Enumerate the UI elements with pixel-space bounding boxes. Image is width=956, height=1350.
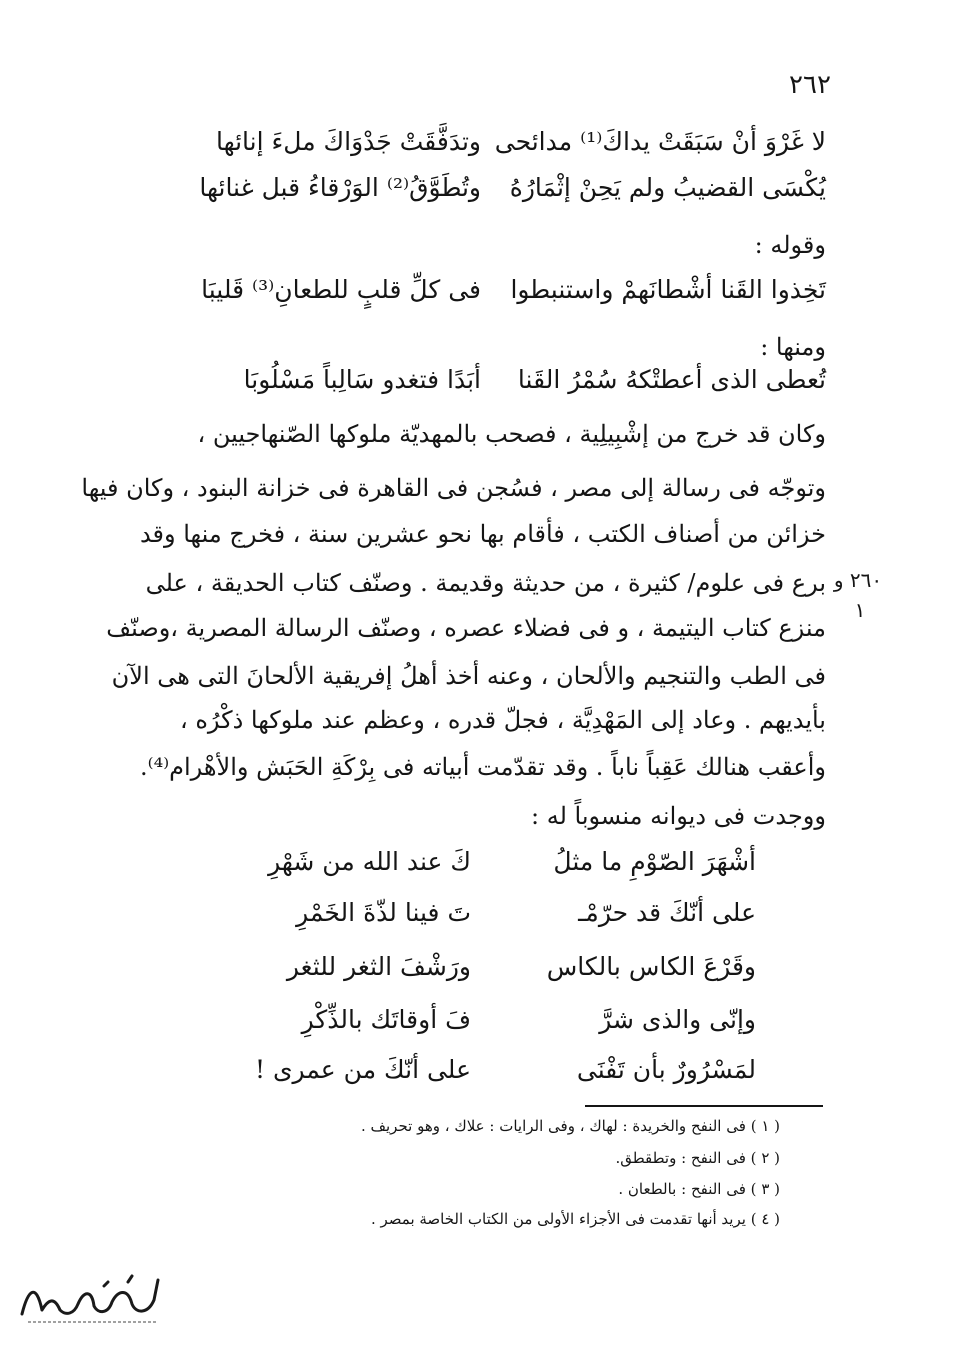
prose-line: خزائن من أصناف الكتب ، فأقام بها نحو عشرين سنة ، فخرج منها وقد: [139, 520, 826, 548]
footnote-3: ( ٣ ) فى النفح : بالطعان .: [618, 1180, 780, 1198]
prose-line: بأيديهم . وعاد إلى المَهْدِيَّة ، فجلّ قدره ، وعظم عند ملوكها ذكْرُه ،: [179, 706, 826, 734]
poem1-line2-first-hemistich: يُكْسَى القضيبُ ولم يَحِنْ إثْمَارُهُ: [509, 173, 826, 202]
prose-line: ووجدت فى ديوانه منسوباً له :: [531, 802, 826, 830]
margin-folio-number: ١: [854, 598, 866, 622]
prose-line: وأعقب هنالك عَقِباً ناباً . وقد تقدّمت أبياته فى بِرْكَةِ الحَبَش والأهْرام⁽⁴⁾.: [140, 753, 826, 781]
calligraphy-logo: [8, 1270, 188, 1330]
poem4-line3-first-hemistich: وقَرْعَ الكاس بالكاس: [546, 952, 756, 981]
poem2-second-hemistich: فى كلِّ قلبٍ للطعانِ⁽³⁾ قَليبَا: [201, 275, 481, 304]
footnote-divider: [585, 1105, 823, 1107]
prose-line: وكان قد خرج من إشْبِيلِية ، فصحب بالمهديّة ملوكها الصّنهاجيين ،: [197, 420, 826, 448]
poem4-line4-second-hemistich: فَ أوقاتَك بالذِّكْرِ: [301, 1005, 471, 1034]
footnote-4: ( ٤ ) يريد أنها تقدمت فى الأجزاء الأولى من الكتاب الخاصة بمصر .: [370, 1210, 780, 1228]
poem4-line2-second-hemistich: تَ فينا لذّةَ الخَمْرِ: [296, 898, 471, 927]
poem1-line1-first-hemistich: لا غَرْوَ أنْ سَبَقَتْ يداكَ⁽¹⁾ مدائحى: [494, 127, 826, 156]
poem1-line2-second-hemistich: وتُطَوَّقُ⁽²⁾ الوَرْقاءُ قبل غنائها: [199, 173, 481, 202]
poem4-line2-first-hemistich: على أنّكَ قد حرّمْـ: [578, 898, 756, 927]
poem4-line4-first-hemistich: وإنّى والذى شرَّ: [599, 1005, 756, 1034]
margin-folio-reference: ٢٦٠ و: [833, 568, 883, 592]
page-number: ٢٦٢: [789, 70, 831, 100]
poem4-line1-second-hemistich: كَ عند الله من شَهْرِ: [268, 847, 471, 876]
footnote-2: ( ٢ ) فى النفح : وتطقطق.: [615, 1149, 780, 1167]
prose-line: فى الطب والتنجيم والألحان ، وعنه أخذ أهلُ إفريقية الألحانَ التى هى الآن: [111, 662, 826, 690]
verse-intro-heading: ومنها :: [760, 333, 826, 361]
poem4-line5-second-hemistich: على أنّكَ من عمرى !: [255, 1055, 471, 1084]
prose-line: وتوجّه فى رسالة إلى مصر ، فسُجن فى القاهرة فى خزانة البنود ، وكان فيها: [81, 474, 826, 502]
poem1-line1-second-hemistich: وتدَفَّقَتْ جَدْوَاكَ ملءَ إنائها: [215, 127, 481, 156]
poem3-second-hemistich: أبَدًا فتغدو سَالِباً مَسْلُوبَا: [243, 365, 481, 394]
poem4-line5-first-hemistich: لمَسْرُورٌ بأن تَفْنَى: [576, 1055, 756, 1084]
poem4-line3-second-hemistich: ورَشْفَ الثغر للثغر: [286, 952, 471, 981]
prose-line: برع فى علوم/ كثيرة ، من حديثة وقديمة . وصنّف كتاب الحديقة ، على: [145, 569, 826, 597]
poem4-line1-first-hemistich: أشْهَرَ الصّوْمِ ما مثلُ: [553, 847, 756, 876]
prose-line: منزع كتاب اليتيمة ، و فى فضلاء عصره ، وصنّف الرسالة المصرية ،وصنّف: [106, 614, 826, 642]
footnote-1: ( ١ ) فى النفح والخريدة : لهاك ، وفى الرايات : علاك ، وهو تحريف .: [360, 1117, 780, 1135]
poem2-first-hemistich: تَخِذوا القَنا أشْطانَهمْ واستنبطوا: [510, 275, 826, 304]
poem3-first-hemistich: تُعطى الذى أعطتْكهُ سُمْرُ القَنا: [517, 365, 826, 394]
verse-intro-heading: وقوله :: [754, 231, 826, 259]
